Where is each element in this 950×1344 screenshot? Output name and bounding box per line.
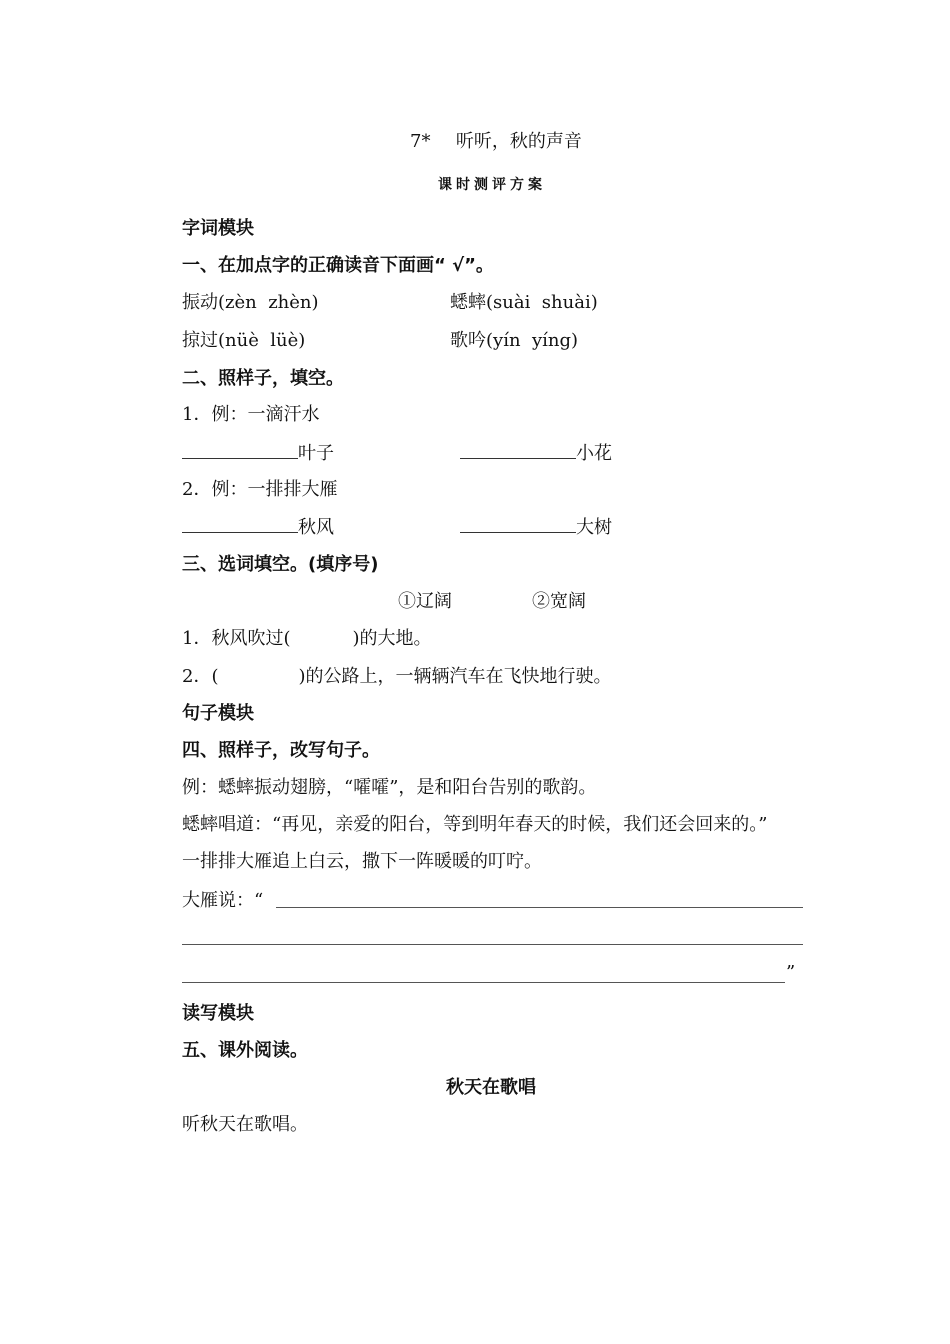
pinyin-item bbox=[182, 292, 319, 314]
pinyin-options: (zèn zhèn) bbox=[218, 292, 319, 313]
question-2-title: 二、照样子，填空。 bbox=[182, 368, 344, 389]
pinyin-word: 掠过 bbox=[182, 330, 218, 351]
example-sentence: 例：蟋蟀振动翅膀，“嚯嚯”，是和阳台告别的歌韵。 bbox=[182, 777, 597, 798]
fill-blank-item bbox=[182, 442, 334, 465]
blank-suffix: 叶子 bbox=[298, 443, 334, 464]
closing-quote: ” bbox=[786, 962, 796, 983]
pinyin-item bbox=[450, 330, 578, 352]
word-option: ②宽阔 bbox=[532, 591, 586, 612]
question-1-title: 一、在加点字的正确读音下面画“ √”。 bbox=[182, 255, 494, 276]
section-heading-words: 字词模块 bbox=[182, 218, 254, 239]
reading-title: 秋天在歌唱 bbox=[446, 1077, 536, 1098]
blank-suffix: 小花 bbox=[576, 443, 612, 464]
answer-blank[interactable] bbox=[182, 516, 298, 533]
reading-text: 听秋天在歌唱。 bbox=[182, 1114, 308, 1135]
pinyin-options: (yín yíng) bbox=[486, 330, 579, 351]
fill-blank-item bbox=[460, 516, 612, 539]
sentence-suffix: )的公路上，一辆辆汽车在飞快地行驶。 bbox=[298, 666, 612, 687]
pinyin-word: 歌吟 bbox=[450, 330, 486, 351]
answer-line[interactable] bbox=[182, 944, 803, 945]
answer-blank[interactable] bbox=[182, 442, 298, 459]
pinyin-options: (nüè lüè) bbox=[218, 330, 306, 351]
pinyin-word: 蟋蟀 bbox=[450, 292, 486, 313]
answer-blank[interactable] bbox=[460, 516, 576, 533]
blank-suffix: 大树 bbox=[576, 517, 612, 538]
cricket-quote: 蟋蟀唱道：“再见，亲爱的阳台，等到明年春天的时候，我们还会回来的。” bbox=[182, 814, 768, 835]
word-option: ①辽阔 bbox=[398, 591, 452, 612]
section-heading-sentences: 句子模块 bbox=[182, 703, 254, 724]
answer-blank[interactable] bbox=[460, 442, 576, 459]
example-1: 1．例：一滴汗水 bbox=[182, 404, 320, 425]
question-3-title: 三、选词填空。(填序号) bbox=[182, 554, 379, 575]
page-subtitle: 课时测评方案 bbox=[438, 177, 546, 193]
blank-suffix: 秋风 bbox=[298, 517, 334, 538]
section-heading-reading: 读写模块 bbox=[182, 1003, 254, 1024]
sentence-2 bbox=[182, 666, 612, 688]
pinyin-item bbox=[182, 330, 305, 352]
sentence-1 bbox=[182, 628, 432, 650]
answer-line[interactable] bbox=[276, 907, 803, 908]
geese-sentence: 一排排大雁追上白云，撒下一阵暖暖的叮咛。 bbox=[182, 851, 542, 872]
answer-prefix: 大雁说：“ bbox=[182, 890, 264, 911]
sentence-prefix: 1．秋风吹过( bbox=[182, 628, 291, 649]
sentence-suffix: )的大地。 bbox=[352, 628, 432, 649]
lesson-title-text: 听听，秋的声音 bbox=[455, 131, 582, 152]
fill-blank-item bbox=[182, 516, 334, 539]
pinyin-options: (suài shuài) bbox=[486, 292, 598, 313]
question-5-title: 五、课外阅读。 bbox=[182, 1040, 308, 1061]
question-4-title: 四、照样子，改写句子。 bbox=[182, 740, 380, 761]
sentence-prefix: 2．( bbox=[182, 666, 219, 687]
pinyin-item bbox=[450, 292, 598, 314]
lesson-number: 7* bbox=[410, 131, 431, 152]
fill-blank-item bbox=[460, 442, 612, 465]
lesson-title bbox=[410, 131, 582, 153]
pinyin-word: 振动 bbox=[182, 292, 218, 313]
answer-line[interactable] bbox=[182, 982, 785, 983]
example-2: 2．例：一排排大雁 bbox=[182, 479, 338, 500]
